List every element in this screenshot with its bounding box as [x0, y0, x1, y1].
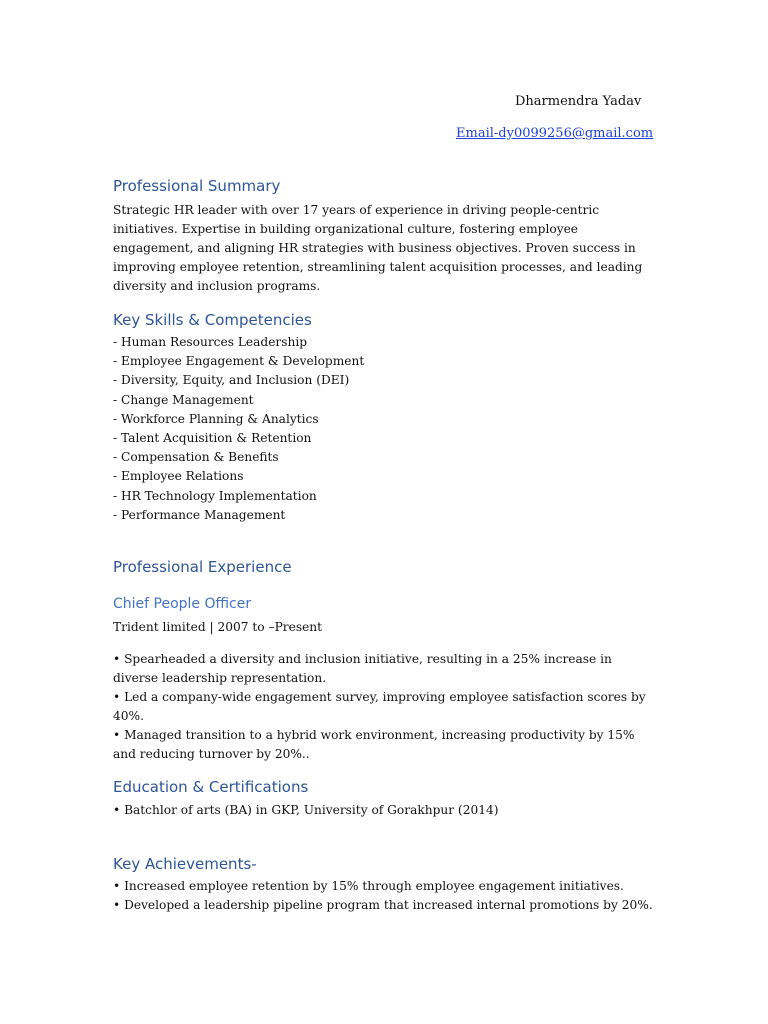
list-item: - Compensation & Benefits — [113, 450, 279, 465]
skills-list — [113, 333, 364, 525]
list-item: • Batchlor of arts (BA) in GKP, University of Gorakhpur (2014) — [113, 803, 499, 817]
list-item: - Workforce Planning & Analytics — [113, 411, 319, 426]
list-item: - Talent Acquisition & Retention — [113, 431, 312, 446]
achievements-heading: Key Achievements- — [113, 855, 257, 873]
list-item: - Diversity, Equity, and Inclusion (DEI) — [113, 373, 350, 388]
company-line: Trident limited | 2007 to –Present — [113, 620, 323, 634]
list-item: - Employee Relations — [113, 469, 244, 484]
list-item: - Employee Engagement & Development — [113, 354, 365, 369]
list-item: • Led a company-wide engagement survey, improving employee satisfaction scores by 40%. — [113, 690, 646, 723]
list-item: - HR Technology Implementation — [113, 488, 317, 503]
candidate-name: Dharmendra Yadav — [515, 94, 642, 109]
education-list — [113, 801, 658, 820]
list-item: - Change Management — [113, 392, 254, 407]
list-item: • Managed transition to a hybrid work environment, increasing productivity by 15% and reducing turnover by 20%.. — [113, 728, 635, 761]
experience-bullets — [113, 650, 658, 764]
achievements-list — [113, 877, 658, 915]
summary-text: Strategic HR leader with over 17 years of experience in driving people-centric initiatives. Expertise in building organizational culture, fostering employee engagement, and aligning HR strategies with business objectives. Proven success in improving employee retention, streamlining talent acquisition processes, and leading diversity and inclusion programs. — [113, 203, 643, 293]
list-item: - Human Resources Leadership — [113, 335, 308, 349]
job-title: Chief People Officer — [113, 596, 252, 612]
summary-heading: Professional Summary — [113, 177, 281, 195]
list-item: • Spearheaded a diversity and inclusion initiative, resulting in a 25% increase in diverse leadership representation. — [113, 652, 612, 685]
experience-heading: Professional Experience — [113, 558, 292, 576]
skills-heading: Key Skills & Competencies — [113, 311, 312, 329]
list-item: • Increased employee retention by 15% through employee engagement initiatives. — [113, 879, 624, 893]
email-link[interactable]: Email-dy0099256@gmail.com — [456, 126, 654, 141]
list-item: - Performance Management — [113, 507, 286, 522]
list-item: • Developed a leadership pipeline program that increased internal promotions by 20%. — [113, 898, 653, 912]
education-heading: Education & Certifications — [113, 778, 309, 796]
